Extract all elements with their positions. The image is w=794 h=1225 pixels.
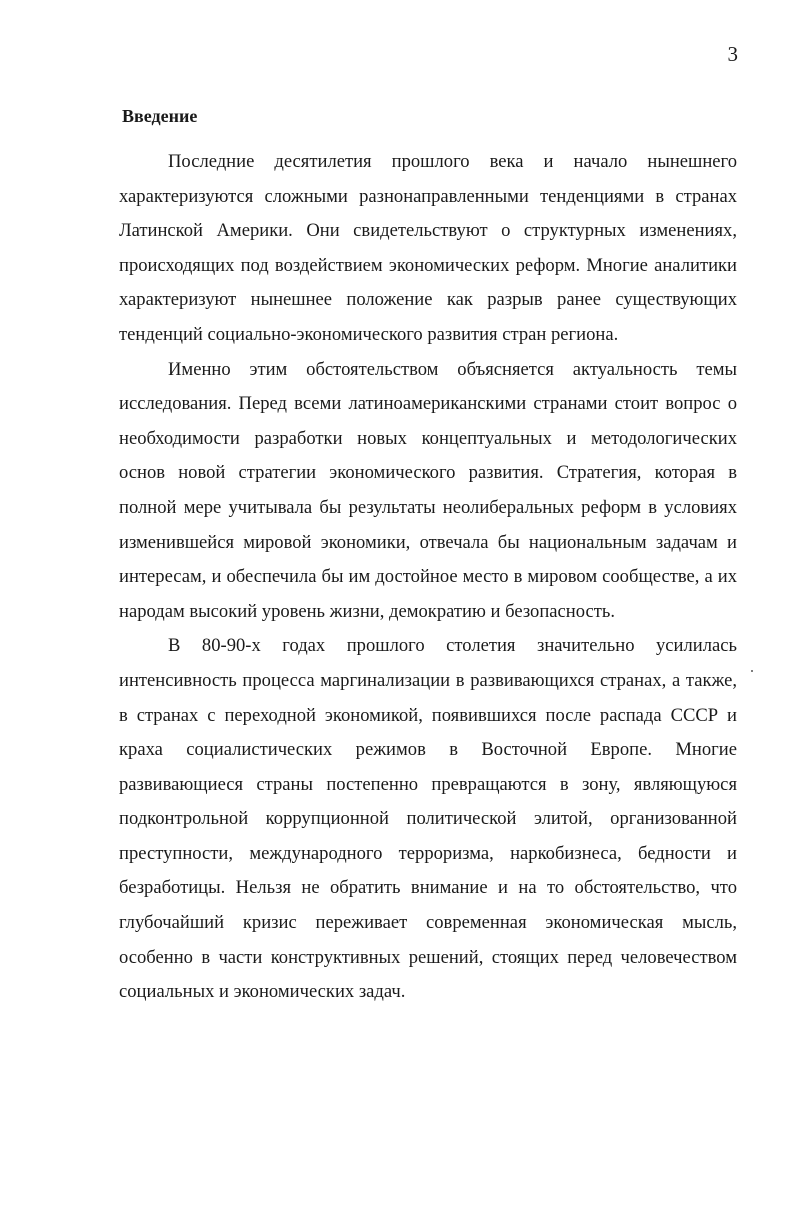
scan-speck [751, 670, 753, 672]
paragraph-2: Именно этим обстоятельством объясняется актуальность темы исследования. Перед всеми латиноамериканскими странами стоит вопрос о необходимости разработки новых концептуальных и методологических основ новой стратегии экономического развития. Стратегия, которая в полной мере учитывала бы результаты неолиберальных реформ в условиях изменившейся мировой экономики, отвечала бы национальным задачам и интересам, и обеспечила бы им достойное место в мировом сообществе, а их народам высокий уровень жизни, демократию и безопасность. [119, 358, 737, 622]
paragraph-3: В 80-90-х годах прошлого столетия значительно усилилась интенсивность процесса маргинализации в развивающихся странах, а также, в странах с переходной экономикой, появившихся после распада СССР и краха социалистических режимов в Восточной Европе. Многие развивающиеся страны постепенно превращаются в зону, являющуюся подконтрольной коррупционной политической элитой, организованной преступности, международного терроризма, наркобизнеса, бедности и безработицы. Нельзя не обратить внимание и на то обстоятельство, что глубочайший кризис переживает современная экономическая мысль, особенно в части конструктивных решений, стоящих перед человечеством социальных и экономических задач. [119, 635, 737, 1003]
body-text [119, 145, 737, 1010]
paragraph-1: Последние десятилетия прошлого века и начало нынешнего характеризуются сложными разнонаправленными тенденциями в странах Латинской Америки. Они свидетельствуют о структурных изменениях, происходящих под воздействием экономических реформ. Многие аналитики характеризуют нынешнее положение как разрыв ранее существующих тенденций социально-экономического развития стран региона. [119, 151, 737, 345]
section-heading: Введение [122, 106, 198, 126]
page-number: 3 [727, 42, 738, 66]
